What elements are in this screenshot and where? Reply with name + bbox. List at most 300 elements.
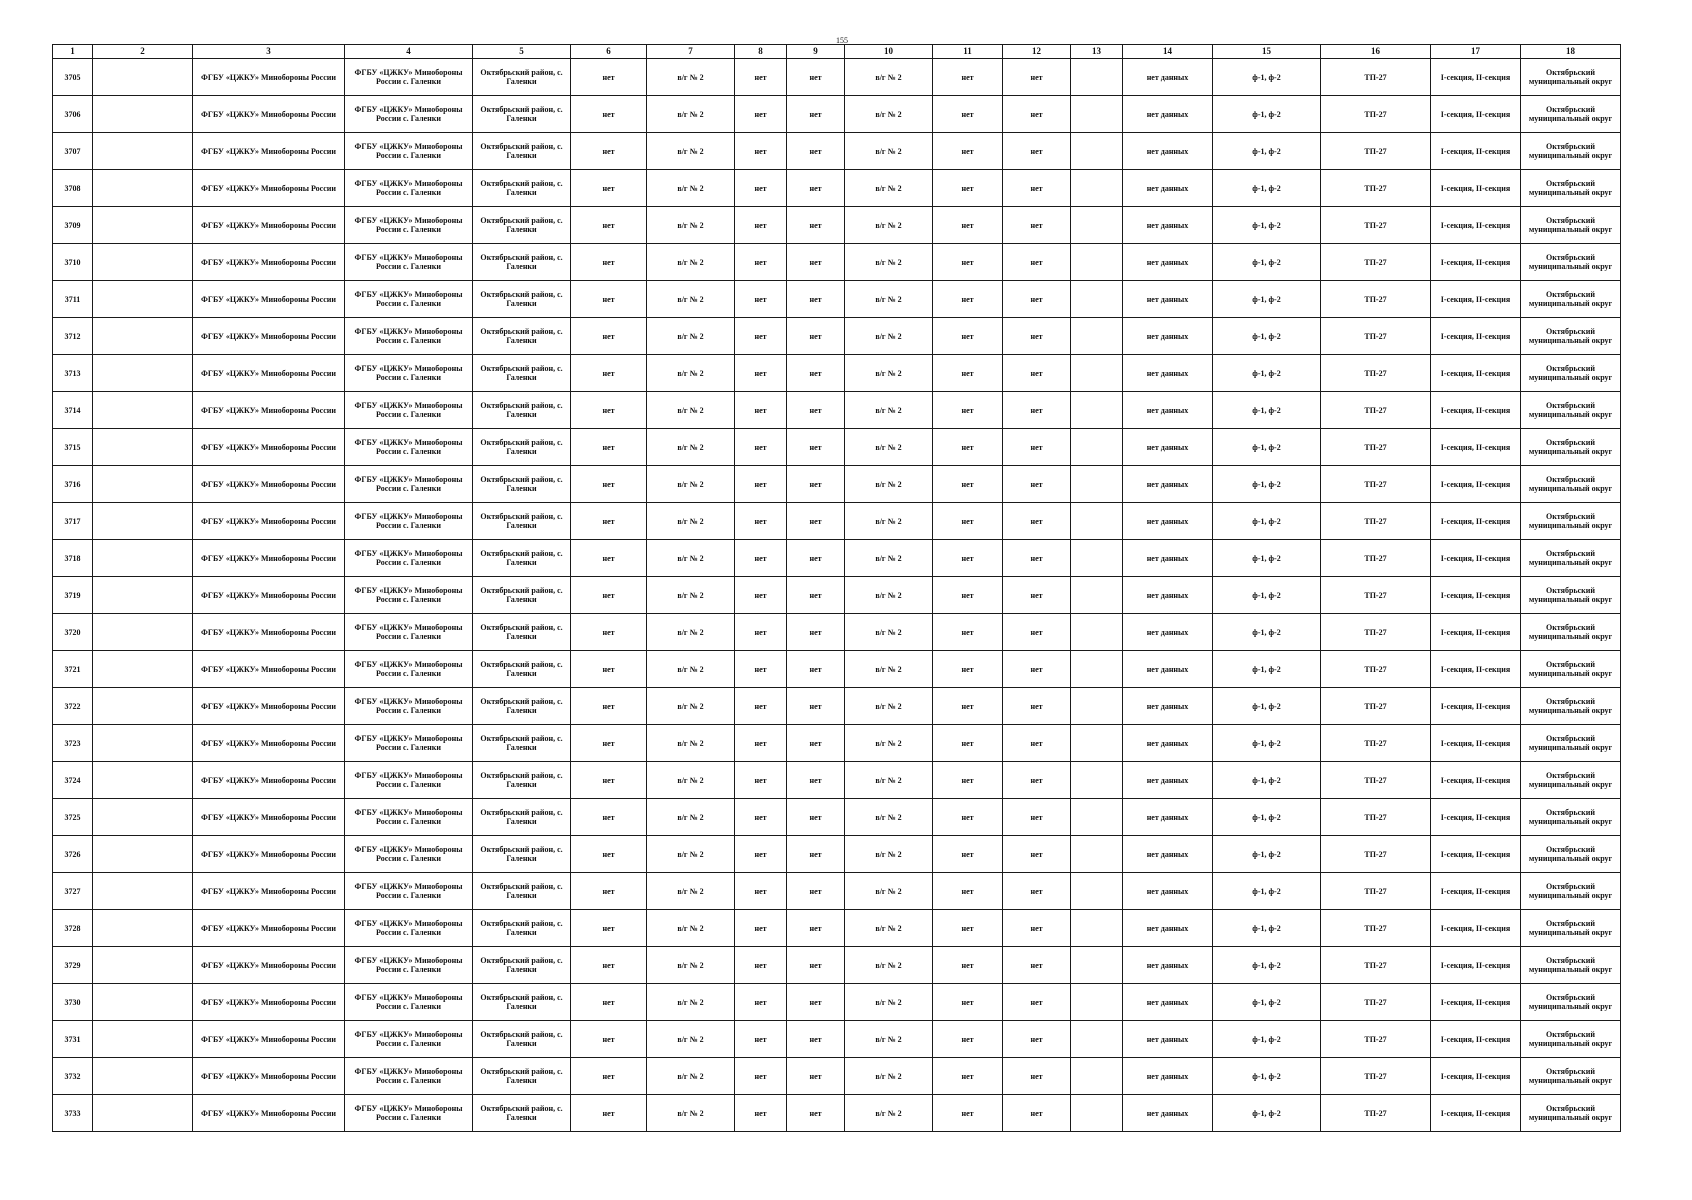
table-cell-c10: в/г № 2	[845, 244, 933, 281]
table-cell-c15: ф-1, ф-2	[1213, 836, 1321, 873]
table-cell-c10: в/г № 2	[845, 836, 933, 873]
table-cell-c1: 3717	[53, 503, 93, 540]
table-cell-c3: ФГБУ «ЦЖКУ» Минобороны России	[193, 873, 345, 910]
table-cell-c8: нет	[735, 355, 787, 392]
table-cell-c4: ФГБУ «ЦЖКУ» Минобороны России с. Галенки	[345, 244, 473, 281]
column-header-1: 1	[53, 45, 93, 59]
table-cell-c4: ФГБУ «ЦЖКУ» Минобороны России с. Галенки	[345, 651, 473, 688]
table-header	[53, 45, 1621, 59]
table-cell-c10: в/г № 2	[845, 466, 933, 503]
registry-table	[52, 44, 1621, 1132]
table-cell-c12: нет	[1003, 688, 1071, 725]
table-cell-c9: нет	[787, 96, 845, 133]
table-cell-c12: нет	[1003, 651, 1071, 688]
table-cell-c6: нет	[571, 355, 647, 392]
column-header-8: 8	[735, 45, 787, 59]
table-cell-c1: 3707	[53, 133, 93, 170]
table-cell-c10: в/г № 2	[845, 651, 933, 688]
table-cell-c1: 3727	[53, 873, 93, 910]
table-cell-c1: 3728	[53, 910, 93, 947]
table-cell-c11: нет	[933, 429, 1003, 466]
table-row	[53, 244, 1621, 281]
table-row	[53, 392, 1621, 429]
header-row	[53, 45, 1621, 59]
table-cell-c2	[93, 984, 193, 1021]
table-cell-c6: нет	[571, 688, 647, 725]
table-cell-c17: I-секция, II-секция	[1431, 577, 1521, 614]
table-cell-c8: нет	[735, 762, 787, 799]
table-row	[53, 910, 1621, 947]
table-cell-c10: в/г № 2	[845, 577, 933, 614]
table-cell-c4: ФГБУ «ЦЖКУ» Минобороны России с. Галенки	[345, 577, 473, 614]
table-cell-c10: в/г № 2	[845, 725, 933, 762]
table-cell-c6: нет	[571, 762, 647, 799]
table-cell-c1: 3722	[53, 688, 93, 725]
table-cell-c3: ФГБУ «ЦЖКУ» Минобороны России	[193, 133, 345, 170]
table-cell-c9: нет	[787, 318, 845, 355]
table-cell-c14: нет данных	[1123, 318, 1213, 355]
table-cell-c3: ФГБУ «ЦЖКУ» Минобороны России	[193, 244, 345, 281]
table-cell-c12: нет	[1003, 207, 1071, 244]
table-cell-c14: нет данных	[1123, 540, 1213, 577]
table-cell-c1: 3723	[53, 725, 93, 762]
table-row	[53, 1058, 1621, 1095]
table-row	[53, 873, 1621, 910]
table-cell-c6: нет	[571, 873, 647, 910]
table-cell-c5: Октябрьский район, с. Галенки	[473, 59, 571, 96]
table-cell-c16: ТП-27	[1321, 96, 1431, 133]
page-number: 155	[836, 36, 848, 45]
table-cell-c3: ФГБУ «ЦЖКУ» Минобороны России	[193, 392, 345, 429]
table-cell-c16: ТП-27	[1321, 873, 1431, 910]
table-cell-c7: в/г № 2	[647, 59, 735, 96]
table-cell-c17: I-секция, II-секция	[1431, 281, 1521, 318]
table-cell-c12: нет	[1003, 725, 1071, 762]
table-cell-c3: ФГБУ «ЦЖКУ» Минобороны России	[193, 540, 345, 577]
table-cell-c9: нет	[787, 244, 845, 281]
table-cell-c15: ф-1, ф-2	[1213, 207, 1321, 244]
table-row	[53, 836, 1621, 873]
table-cell-c11: нет	[933, 170, 1003, 207]
table-cell-c10: в/г № 2	[845, 281, 933, 318]
table-cell-c7: в/г № 2	[647, 503, 735, 540]
table-cell-c10: в/г № 2	[845, 540, 933, 577]
table-cell-c14: нет данных	[1123, 1058, 1213, 1095]
table-cell-c15: ф-1, ф-2	[1213, 651, 1321, 688]
table-cell-c16: ТП-27	[1321, 540, 1431, 577]
table-cell-c2	[93, 281, 193, 318]
table-cell-c8: нет	[735, 392, 787, 429]
table-cell-c9: нет	[787, 873, 845, 910]
table-cell-c7: в/г № 2	[647, 614, 735, 651]
table-cell-c11: нет	[933, 133, 1003, 170]
table-cell-c3: ФГБУ «ЦЖКУ» Минобороны России	[193, 1095, 345, 1132]
table-cell-c15: ф-1, ф-2	[1213, 318, 1321, 355]
table-cell-c11: нет	[933, 540, 1003, 577]
table-cell-c12: нет	[1003, 429, 1071, 466]
table-cell-c9: нет	[787, 910, 845, 947]
table-cell-c7: в/г № 2	[647, 577, 735, 614]
table-cell-c14: нет данных	[1123, 651, 1213, 688]
table-cell-c7: в/г № 2	[647, 96, 735, 133]
table-cell-c17: I-секция, II-секция	[1431, 392, 1521, 429]
table-cell-c18: Октябрьский муниципальный округ	[1521, 207, 1621, 244]
table-cell-c2	[93, 170, 193, 207]
table-cell-c9: нет	[787, 281, 845, 318]
table-cell-c13	[1071, 429, 1123, 466]
column-header-17: 17	[1431, 45, 1521, 59]
table-cell-c2	[93, 725, 193, 762]
table-cell-c13	[1071, 96, 1123, 133]
table-cell-c7: в/г № 2	[647, 429, 735, 466]
table-cell-c14: нет данных	[1123, 799, 1213, 836]
table-cell-c1: 3730	[53, 984, 93, 1021]
table-cell-c3: ФГБУ «ЦЖКУ» Минобороны России	[193, 910, 345, 947]
table-cell-c16: ТП-27	[1321, 355, 1431, 392]
table-cell-c18: Октябрьский муниципальный округ	[1521, 355, 1621, 392]
table-cell-c4: ФГБУ «ЦЖКУ» Минобороны России с. Галенки	[345, 355, 473, 392]
table-cell-c4: ФГБУ «ЦЖКУ» Минобороны России с. Галенки	[345, 540, 473, 577]
table-cell-c5: Октябрьский район, с. Галенки	[473, 170, 571, 207]
table-cell-c1: 3724	[53, 762, 93, 799]
table-cell-c16: ТП-27	[1321, 1021, 1431, 1058]
table-cell-c7: в/г № 2	[647, 281, 735, 318]
table-cell-c3: ФГБУ «ЦЖКУ» Минобороны России	[193, 503, 345, 540]
table-row	[53, 503, 1621, 540]
table-cell-c12: нет	[1003, 799, 1071, 836]
table-cell-c12: нет	[1003, 244, 1071, 281]
table-cell-c11: нет	[933, 836, 1003, 873]
table-row	[53, 355, 1621, 392]
table-cell-c10: в/г № 2	[845, 1021, 933, 1058]
table-cell-c6: нет	[571, 984, 647, 1021]
table-cell-c3: ФГБУ «ЦЖКУ» Минобороны России	[193, 984, 345, 1021]
table-cell-c17: I-секция, II-секция	[1431, 873, 1521, 910]
table-cell-c7: в/г № 2	[647, 651, 735, 688]
table-cell-c14: нет данных	[1123, 947, 1213, 984]
table-cell-c4: ФГБУ «ЦЖКУ» Минобороны России с. Галенки	[345, 318, 473, 355]
column-header-18: 18	[1521, 45, 1621, 59]
table-cell-c5: Октябрьский район, с. Галенки	[473, 355, 571, 392]
table-cell-c8: нет	[735, 96, 787, 133]
table-cell-c1: 3706	[53, 96, 93, 133]
table-cell-c15: ф-1, ф-2	[1213, 873, 1321, 910]
table-cell-c4: ФГБУ «ЦЖКУ» Минобороны России с. Галенки	[345, 725, 473, 762]
table-row	[53, 1095, 1621, 1132]
table-cell-c6: нет	[571, 799, 647, 836]
column-header-7: 7	[647, 45, 735, 59]
table-cell-c9: нет	[787, 170, 845, 207]
table-cell-c9: нет	[787, 133, 845, 170]
table-cell-c2	[93, 503, 193, 540]
table-cell-c10: в/г № 2	[845, 1095, 933, 1132]
table-cell-c17: I-секция, II-секция	[1431, 836, 1521, 873]
table-cell-c3: ФГБУ «ЦЖКУ» Минобороны России	[193, 207, 345, 244]
table-cell-c13	[1071, 540, 1123, 577]
table-cell-c1: 3711	[53, 281, 93, 318]
table-cell-c11: нет	[933, 688, 1003, 725]
table-cell-c15: ф-1, ф-2	[1213, 392, 1321, 429]
table-cell-c2	[93, 614, 193, 651]
table-cell-c5: Октябрьский район, с. Галенки	[473, 725, 571, 762]
table-cell-c10: в/г № 2	[845, 170, 933, 207]
table-cell-c9: нет	[787, 1095, 845, 1132]
table-cell-c13	[1071, 614, 1123, 651]
table-cell-c9: нет	[787, 59, 845, 96]
table-row	[53, 207, 1621, 244]
table-cell-c6: нет	[571, 170, 647, 207]
table-cell-c7: в/г № 2	[647, 984, 735, 1021]
table-cell-c10: в/г № 2	[845, 947, 933, 984]
table-cell-c9: нет	[787, 355, 845, 392]
table-row	[53, 651, 1621, 688]
table-cell-c15: ф-1, ф-2	[1213, 429, 1321, 466]
table-cell-c12: нет	[1003, 577, 1071, 614]
table-cell-c11: нет	[933, 59, 1003, 96]
table-cell-c18: Октябрьский муниципальный округ	[1521, 910, 1621, 947]
table-cell-c13	[1071, 207, 1123, 244]
table-cell-c16: ТП-27	[1321, 207, 1431, 244]
table-cell-c2	[93, 577, 193, 614]
table-cell-c4: ФГБУ «ЦЖКУ» Минобороны России с. Галенки	[345, 1058, 473, 1095]
table-cell-c5: Октябрьский район, с. Галенки	[473, 1021, 571, 1058]
table-cell-c12: нет	[1003, 281, 1071, 318]
table-cell-c6: нет	[571, 947, 647, 984]
table-cell-c8: нет	[735, 59, 787, 96]
table-cell-c13	[1071, 725, 1123, 762]
table-cell-c6: нет	[571, 133, 647, 170]
table-cell-c1: 3705	[53, 59, 93, 96]
table-cell-c13	[1071, 762, 1123, 799]
table-cell-c7: в/г № 2	[647, 725, 735, 762]
table-cell-c8: нет	[735, 133, 787, 170]
table-cell-c1: 3733	[53, 1095, 93, 1132]
table-cell-c18: Октябрьский муниципальный округ	[1521, 836, 1621, 873]
table-cell-c18: Октябрьский муниципальный округ	[1521, 96, 1621, 133]
table-cell-c5: Октябрьский район, с. Галенки	[473, 873, 571, 910]
table-cell-c14: нет данных	[1123, 244, 1213, 281]
table-cell-c4: ФГБУ «ЦЖКУ» Минобороны России с. Галенки	[345, 170, 473, 207]
table-cell-c1: 3732	[53, 1058, 93, 1095]
table-cell-c14: нет данных	[1123, 836, 1213, 873]
table-cell-c1: 3720	[53, 614, 93, 651]
table-cell-c4: ФГБУ «ЦЖКУ» Минобороны России с. Галенки	[345, 59, 473, 96]
table-cell-c1: 3719	[53, 577, 93, 614]
table-cell-c18: Октябрьский муниципальный округ	[1521, 762, 1621, 799]
table-cell-c16: ТП-27	[1321, 762, 1431, 799]
table-cell-c4: ФГБУ «ЦЖКУ» Минобороны России с. Галенки	[345, 503, 473, 540]
table-cell-c16: ТП-27	[1321, 133, 1431, 170]
column-header-12: 12	[1003, 45, 1071, 59]
table-cell-c13	[1071, 1058, 1123, 1095]
table-cell-c6: нет	[571, 836, 647, 873]
table-cell-c10: в/г № 2	[845, 355, 933, 392]
table-row	[53, 947, 1621, 984]
table-cell-c18: Октябрьский муниципальный округ	[1521, 1058, 1621, 1095]
table-cell-c11: нет	[933, 984, 1003, 1021]
table-cell-c3: ФГБУ «ЦЖКУ» Минобороны России	[193, 281, 345, 318]
table-cell-c17: I-секция, II-секция	[1431, 244, 1521, 281]
table-cell-c4: ФГБУ «ЦЖКУ» Минобороны России с. Галенки	[345, 96, 473, 133]
table-cell-c11: нет	[933, 318, 1003, 355]
table-cell-c11: нет	[933, 1095, 1003, 1132]
table-cell-c18: Октябрьский муниципальный округ	[1521, 1095, 1621, 1132]
table-row	[53, 725, 1621, 762]
table-cell-c16: ТП-27	[1321, 281, 1431, 318]
table-cell-c4: ФГБУ «ЦЖКУ» Минобороны России с. Галенки	[345, 873, 473, 910]
table-cell-c15: ф-1, ф-2	[1213, 725, 1321, 762]
table-cell-c13	[1071, 577, 1123, 614]
table-cell-c12: нет	[1003, 1021, 1071, 1058]
table-cell-c9: нет	[787, 799, 845, 836]
table-cell-c16: ТП-27	[1321, 947, 1431, 984]
table-cell-c3: ФГБУ «ЦЖКУ» Минобороны России	[193, 355, 345, 392]
table-cell-c5: Октябрьский район, с. Галенки	[473, 799, 571, 836]
table-cell-c14: нет данных	[1123, 392, 1213, 429]
table-cell-c3: ФГБУ «ЦЖКУ» Минобороны России	[193, 59, 345, 96]
table-cell-c16: ТП-27	[1321, 429, 1431, 466]
table-cell-c4: ФГБУ «ЦЖКУ» Минобороны России с. Галенки	[345, 1021, 473, 1058]
table-cell-c8: нет	[735, 244, 787, 281]
table-cell-c11: нет	[933, 244, 1003, 281]
column-header-4: 4	[345, 45, 473, 59]
table-cell-c9: нет	[787, 429, 845, 466]
table-cell-c9: нет	[787, 466, 845, 503]
table-cell-c8: нет	[735, 725, 787, 762]
table-cell-c15: ф-1, ф-2	[1213, 762, 1321, 799]
table-cell-c12: нет	[1003, 170, 1071, 207]
table-cell-c7: в/г № 2	[647, 762, 735, 799]
table-cell-c12: нет	[1003, 1095, 1071, 1132]
table-row	[53, 1021, 1621, 1058]
table-cell-c15: ф-1, ф-2	[1213, 1095, 1321, 1132]
table-cell-c17: I-секция, II-секция	[1431, 318, 1521, 355]
table-cell-c6: нет	[571, 540, 647, 577]
table-cell-c16: ТП-27	[1321, 984, 1431, 1021]
table-cell-c14: нет данных	[1123, 429, 1213, 466]
table-cell-c14: нет данных	[1123, 577, 1213, 614]
table-cell-c6: нет	[571, 577, 647, 614]
table-cell-c11: нет	[933, 466, 1003, 503]
table-cell-c9: нет	[787, 614, 845, 651]
table-cell-c13	[1071, 1021, 1123, 1058]
table-cell-c10: в/г № 2	[845, 503, 933, 540]
table-cell-c12: нет	[1003, 762, 1071, 799]
table-cell-c9: нет	[787, 503, 845, 540]
table-cell-c9: нет	[787, 577, 845, 614]
table-cell-c5: Октябрьский район, с. Галенки	[473, 688, 571, 725]
table-cell-c13	[1071, 466, 1123, 503]
table-cell-c16: ТП-27	[1321, 836, 1431, 873]
table-cell-c14: нет данных	[1123, 503, 1213, 540]
table-cell-c18: Октябрьский муниципальный округ	[1521, 503, 1621, 540]
table-cell-c5: Октябрьский район, с. Галенки	[473, 614, 571, 651]
table-cell-c6: нет	[571, 1095, 647, 1132]
table-cell-c15: ф-1, ф-2	[1213, 577, 1321, 614]
table-cell-c3: ФГБУ «ЦЖКУ» Минобороны России	[193, 577, 345, 614]
table-body	[53, 59, 1621, 1132]
table-cell-c11: нет	[933, 614, 1003, 651]
table-cell-c15: ф-1, ф-2	[1213, 96, 1321, 133]
table-cell-c15: ф-1, ф-2	[1213, 1021, 1321, 1058]
table-cell-c1: 3718	[53, 540, 93, 577]
table-cell-c2	[93, 392, 193, 429]
table-cell-c2	[93, 244, 193, 281]
table-cell-c8: нет	[735, 503, 787, 540]
table-cell-c13	[1071, 836, 1123, 873]
table-cell-c8: нет	[735, 984, 787, 1021]
table-cell-c17: I-секция, II-секция	[1431, 688, 1521, 725]
table-cell-c13	[1071, 910, 1123, 947]
table-cell-c17: I-секция, II-секция	[1431, 614, 1521, 651]
table-row	[53, 466, 1621, 503]
table-cell-c3: ФГБУ «ЦЖКУ» Минобороны России	[193, 318, 345, 355]
table-cell-c10: в/г № 2	[845, 873, 933, 910]
table-cell-c4: ФГБУ «ЦЖКУ» Минобороны России с. Галенки	[345, 392, 473, 429]
table-cell-c16: ТП-27	[1321, 1058, 1431, 1095]
table-cell-c18: Октябрьский муниципальный округ	[1521, 614, 1621, 651]
table-cell-c5: Октябрьский район, с. Галенки	[473, 392, 571, 429]
table-cell-c2	[93, 466, 193, 503]
column-header-13: 13	[1071, 45, 1123, 59]
table-cell-c9: нет	[787, 688, 845, 725]
table-cell-c1: 3712	[53, 318, 93, 355]
table-cell-c12: нет	[1003, 355, 1071, 392]
table-cell-c14: нет данных	[1123, 355, 1213, 392]
table-cell-c12: нет	[1003, 96, 1071, 133]
table-row	[53, 318, 1621, 355]
table-cell-c14: нет данных	[1123, 614, 1213, 651]
table-cell-c12: нет	[1003, 466, 1071, 503]
table-cell-c14: нет данных	[1123, 207, 1213, 244]
table-cell-c17: I-секция, II-секция	[1431, 1095, 1521, 1132]
table-cell-c15: ф-1, ф-2	[1213, 614, 1321, 651]
table-cell-c16: ТП-27	[1321, 170, 1431, 207]
table-cell-c2	[93, 96, 193, 133]
table-cell-c5: Октябрьский район, с. Галенки	[473, 984, 571, 1021]
table-cell-c11: нет	[933, 281, 1003, 318]
table-cell-c18: Октябрьский муниципальный округ	[1521, 281, 1621, 318]
table-cell-c1: 3715	[53, 429, 93, 466]
table-cell-c12: нет	[1003, 614, 1071, 651]
table-cell-c1: 3729	[53, 947, 93, 984]
table-cell-c10: в/г № 2	[845, 429, 933, 466]
table-cell-c13	[1071, 947, 1123, 984]
table-cell-c2	[93, 873, 193, 910]
table-cell-c8: нет	[735, 1058, 787, 1095]
table-cell-c2	[93, 207, 193, 244]
table-cell-c8: нет	[735, 318, 787, 355]
table-cell-c14: нет данных	[1123, 1021, 1213, 1058]
table-cell-c2	[93, 318, 193, 355]
table-cell-c3: ФГБУ «ЦЖКУ» Минобороны России	[193, 947, 345, 984]
table-cell-c13	[1071, 1095, 1123, 1132]
table-cell-c11: нет	[933, 207, 1003, 244]
table-cell-c5: Октябрьский район, с. Галенки	[473, 466, 571, 503]
table-cell-c8: нет	[735, 947, 787, 984]
table-cell-c3: ФГБУ «ЦЖКУ» Минобороны России	[193, 1058, 345, 1095]
table-cell-c1: 3726	[53, 836, 93, 873]
table-cell-c3: ФГБУ «ЦЖКУ» Минобороны России	[193, 170, 345, 207]
table-cell-c16: ТП-27	[1321, 59, 1431, 96]
table-cell-c4: ФГБУ «ЦЖКУ» Минобороны России с. Галенки	[345, 429, 473, 466]
table-cell-c14: нет данных	[1123, 725, 1213, 762]
table-cell-c17: I-секция, II-секция	[1431, 910, 1521, 947]
table-cell-c14: нет данных	[1123, 984, 1213, 1021]
table-cell-c13	[1071, 244, 1123, 281]
table-cell-c14: нет данных	[1123, 96, 1213, 133]
table-cell-c17: I-секция, II-секция	[1431, 503, 1521, 540]
